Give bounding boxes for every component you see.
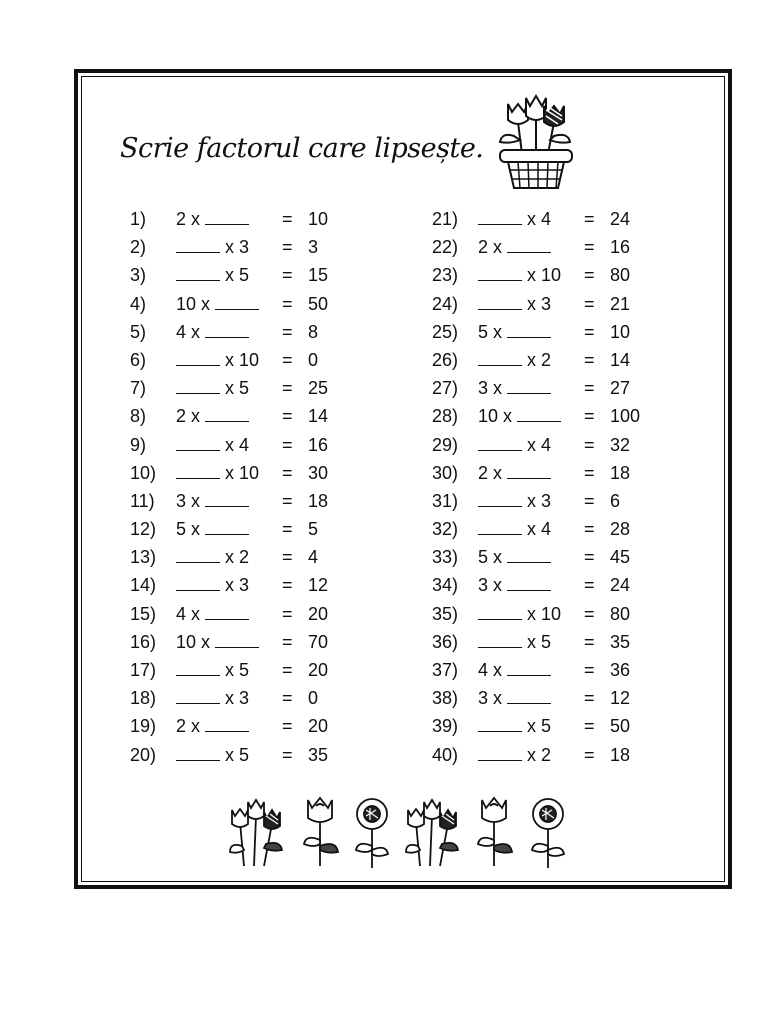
- product-value: 32: [610, 434, 631, 455]
- exercise-expression: [176, 374, 249, 402]
- tulip-bouquet-icon: [230, 800, 282, 866]
- product-value: 21: [610, 293, 631, 314]
- exercise-number: 24): [432, 293, 459, 314]
- equals-sign: =: [584, 265, 595, 286]
- factor-left: 10 x: [176, 293, 211, 314]
- exercise-number: 3): [130, 265, 147, 286]
- equals-sign: =: [584, 293, 595, 314]
- answer-blank[interactable]: [478, 629, 522, 648]
- exercise-number: 1): [130, 209, 147, 229]
- product-value: 30: [308, 462, 329, 483]
- answer-blank[interactable]: [176, 460, 220, 479]
- exercise-expression: [478, 261, 561, 289]
- answer-blank[interactable]: [478, 347, 522, 366]
- equals-sign: =: [282, 575, 293, 596]
- product-value: 35: [308, 744, 329, 765]
- product-value: 18: [610, 744, 631, 765]
- exercise-expression: [478, 233, 551, 261]
- answer-blank[interactable]: [478, 432, 522, 451]
- product-value: 14: [308, 406, 329, 427]
- answer-blank[interactable]: [507, 657, 551, 676]
- equals-sign: =: [584, 660, 595, 680]
- factor-left: 2 x: [176, 716, 201, 737]
- factor-left: 2 x: [176, 209, 201, 229]
- exercise-number: 25): [432, 321, 459, 342]
- answer-blank[interactable]: [215, 629, 259, 648]
- answer-blank[interactable]: [176, 685, 220, 704]
- factor-right: x 3: [225, 575, 250, 596]
- exercise-number: 27): [432, 378, 459, 399]
- answer-blank[interactable]: [507, 375, 551, 394]
- exercise-expression: [176, 515, 249, 543]
- equals-sign: =: [584, 462, 595, 483]
- exercise-row: [130, 261, 370, 289]
- exercise-expression: [478, 571, 551, 599]
- answer-blank[interactable]: [478, 742, 522, 761]
- equals-sign: =: [282, 519, 293, 540]
- product-value: 14: [610, 349, 631, 370]
- factor-right: x 2: [225, 547, 250, 568]
- exercise-number: 34): [432, 575, 459, 596]
- exercise-row: [432, 233, 672, 261]
- exercise-number: 38): [432, 688, 459, 709]
- product-value: 12: [308, 575, 329, 596]
- equals-sign: =: [584, 434, 595, 455]
- factor-right: x 3: [527, 490, 552, 511]
- product-value: 15: [308, 265, 329, 286]
- factor-left: 2 x: [478, 462, 503, 483]
- exercise-expression: [478, 205, 551, 233]
- answer-blank[interactable]: [176, 347, 220, 366]
- exercise-number: 29): [432, 434, 459, 455]
- exercise-expression: [478, 487, 551, 515]
- exercise-expression: [176, 712, 249, 740]
- flower-basket-icon: [488, 92, 584, 192]
- product-value: 6: [610, 490, 621, 511]
- answer-blank[interactable]: [507, 234, 551, 253]
- exercise-row: [432, 290, 672, 318]
- answer-blank[interactable]: [478, 713, 522, 732]
- answer-blank[interactable]: [507, 685, 551, 704]
- product-value: 3: [308, 237, 319, 258]
- exercise-row: [432, 600, 672, 628]
- exercise-number: 4): [130, 293, 147, 314]
- product-value: 0: [308, 688, 319, 709]
- answer-blank[interactable]: [205, 488, 249, 507]
- exercise-number: 10): [130, 462, 157, 483]
- equals-sign: =: [282, 547, 293, 568]
- exercise-row: [130, 346, 370, 374]
- product-value: 8: [308, 321, 319, 342]
- factor-right: x 10: [225, 462, 260, 483]
- answer-blank[interactable]: [507, 460, 551, 479]
- exercise-row: [130, 205, 370, 233]
- left-exercise-column: [130, 205, 370, 769]
- exercise-expression: [478, 290, 551, 318]
- answer-blank[interactable]: [517, 403, 561, 422]
- exercise-number: 35): [432, 603, 459, 624]
- product-value: 0: [308, 349, 319, 370]
- equals-sign: =: [584, 716, 595, 737]
- factor-left: 5 x: [478, 547, 503, 568]
- answer-blank[interactable]: [507, 319, 551, 338]
- product-value: 16: [308, 434, 329, 455]
- equals-sign: =: [282, 688, 293, 709]
- factor-right: x 5: [225, 378, 250, 399]
- product-value: 5: [308, 519, 319, 540]
- exercise-expression: [176, 628, 259, 656]
- product-value: 50: [308, 293, 329, 314]
- exercise-number: 33): [432, 547, 459, 568]
- product-value: 35: [610, 631, 631, 652]
- factor-right: x 3: [225, 237, 250, 258]
- product-value: 27: [610, 378, 631, 399]
- exercise-expression: [176, 487, 249, 515]
- answer-blank[interactable]: [205, 319, 249, 338]
- exercise-row: [432, 205, 672, 233]
- answer-blank[interactable]: [507, 572, 551, 591]
- equals-sign: =: [584, 209, 595, 229]
- equals-sign: =: [282, 631, 293, 652]
- exercise-number: 15): [130, 603, 157, 624]
- answer-blank[interactable]: [205, 403, 249, 422]
- exercise-expression: [176, 741, 249, 769]
- equals-sign: =: [282, 209, 293, 229]
- answer-blank[interactable]: [478, 262, 522, 281]
- equals-sign: =: [584, 406, 595, 427]
- answer-blank[interactable]: [176, 544, 220, 563]
- exercise-expression: [176, 346, 259, 374]
- factor-right: x 5: [527, 631, 552, 652]
- sunflower-icon: [532, 799, 564, 868]
- equals-sign: =: [282, 265, 293, 286]
- equals-sign: =: [584, 490, 595, 511]
- exercise-row: [432, 318, 672, 346]
- exercise-number: 13): [130, 547, 157, 568]
- exercise-row: [432, 628, 672, 656]
- exercise-number: 22): [432, 237, 459, 258]
- factor-left: 2 x: [176, 406, 201, 427]
- exercise-expression: [176, 543, 249, 571]
- answer-blank[interactable]: [176, 234, 220, 253]
- sunflower-icon: [356, 799, 388, 868]
- exercise-expression: [478, 628, 551, 656]
- equals-sign: =: [282, 744, 293, 765]
- exercise-number: 8): [130, 406, 147, 427]
- exercise-number: 23): [432, 265, 459, 286]
- exercise-row: [130, 402, 370, 430]
- exercise-row: [432, 712, 672, 740]
- exercise-row: [130, 233, 370, 261]
- factor-right: x 5: [527, 716, 552, 737]
- product-value: 10: [610, 321, 631, 342]
- exercise-number: 5): [130, 321, 147, 342]
- exercise-row: [432, 374, 672, 402]
- product-value: 50: [610, 716, 631, 737]
- exercise-expression: [176, 318, 249, 346]
- equals-sign: =: [282, 237, 293, 258]
- answer-blank[interactable]: [176, 375, 220, 394]
- factor-right: x 4: [527, 434, 552, 455]
- exercise-row: [432, 346, 672, 374]
- exercise-expression: [478, 712, 551, 740]
- exercise-row: [432, 741, 672, 769]
- exercise-number: 28): [432, 406, 459, 427]
- answer-blank[interactable]: [176, 742, 220, 761]
- exercise-expression: [478, 459, 551, 487]
- exercise-expression: [176, 431, 249, 459]
- exercise-expression: [478, 600, 561, 628]
- exercise-expression: [176, 656, 249, 684]
- equals-sign: =: [584, 321, 595, 342]
- answer-blank[interactable]: [205, 713, 249, 732]
- exercise-row: [130, 290, 370, 318]
- exercise-expression: [176, 290, 259, 318]
- exercise-expression: [176, 600, 249, 628]
- exercise-expression: [478, 656, 551, 684]
- factor-right: x 3: [527, 293, 552, 314]
- product-value: 100: [610, 406, 641, 427]
- factor-right: x 3: [225, 688, 250, 709]
- exercise-expression: [176, 459, 259, 487]
- exercise-row: [130, 543, 370, 571]
- factor-right: x 10: [225, 349, 260, 370]
- equals-sign: =: [282, 716, 293, 737]
- exercise-number: 12): [130, 519, 157, 540]
- product-value: 18: [308, 490, 329, 511]
- answer-blank[interactable]: [215, 291, 259, 310]
- exercise-row: [130, 374, 370, 402]
- exercise-number: 2): [130, 237, 147, 258]
- tulip-icon: [478, 798, 512, 866]
- factor-left: 10 x: [176, 631, 211, 652]
- product-value: 36: [610, 660, 631, 680]
- product-value: 80: [610, 603, 631, 624]
- factor-left: 3 x: [478, 575, 503, 596]
- exercise-number: 17): [130, 660, 157, 680]
- exercise-expression: [176, 684, 249, 712]
- equals-sign: =: [282, 490, 293, 511]
- exercise-number: 7): [130, 378, 147, 399]
- answer-blank[interactable]: [205, 516, 249, 535]
- product-value: 16: [610, 237, 631, 258]
- equals-sign: =: [584, 547, 595, 568]
- exercise-expression: [478, 741, 551, 769]
- product-value: 12: [610, 688, 631, 709]
- exercise-number: 6): [130, 349, 147, 370]
- answer-blank[interactable]: [176, 262, 220, 281]
- exercise-row: [432, 402, 672, 430]
- exercise-expression: [478, 318, 551, 346]
- factor-left: 3 x: [478, 378, 503, 399]
- answer-blank[interactable]: [176, 657, 220, 676]
- exercise-number: 18): [130, 688, 157, 709]
- equals-sign: =: [584, 349, 595, 370]
- equals-sign: =: [584, 744, 595, 765]
- equals-sign: =: [282, 349, 293, 370]
- exercise-expression: [176, 571, 249, 599]
- product-value: 45: [610, 547, 631, 568]
- exercise-expression: [478, 684, 551, 712]
- tulip-bouquet-icon: [406, 800, 458, 866]
- flower-border: [226, 792, 572, 870]
- factor-left: 3 x: [176, 490, 201, 511]
- exercise-row: [130, 600, 370, 628]
- exercise-expression: [478, 346, 551, 374]
- product-value: 28: [610, 519, 631, 540]
- product-value: 20: [308, 716, 329, 737]
- right-exercise-column: [432, 205, 672, 769]
- equals-sign: =: [584, 519, 595, 540]
- product-value: 80: [610, 265, 631, 286]
- equals-sign: =: [282, 378, 293, 399]
- exercise-number: 31): [432, 490, 459, 511]
- product-value: 18: [610, 462, 631, 483]
- factor-right: x 4: [225, 434, 250, 455]
- worksheet-title: Scrie factorul care lipsește.: [120, 133, 484, 164]
- factor-left: 4 x: [176, 321, 201, 342]
- exercise-row: [432, 261, 672, 289]
- equals-sign: =: [584, 631, 595, 652]
- answer-blank[interactable]: [478, 206, 522, 225]
- factor-right: x 2: [527, 349, 552, 370]
- factor-left: 4 x: [176, 603, 201, 624]
- product-value: 24: [610, 209, 631, 229]
- exercise-row: [130, 515, 370, 543]
- exercise-row: [130, 487, 370, 515]
- factor-left: 10 x: [478, 406, 513, 427]
- exercise-expression: [478, 543, 551, 571]
- equals-sign: =: [584, 603, 595, 624]
- product-value: 20: [308, 603, 329, 624]
- exercise-row: [130, 684, 370, 712]
- exercise-row: [432, 515, 672, 543]
- equals-sign: =: [282, 293, 293, 314]
- product-value: 20: [308, 660, 329, 680]
- exercise-number: 30): [432, 462, 459, 483]
- exercise-number: 20): [130, 744, 157, 765]
- exercise-row: [130, 571, 370, 599]
- product-value: 25: [308, 378, 329, 399]
- exercise-number: 19): [130, 716, 157, 737]
- exercise-row: [432, 571, 672, 599]
- tulip-icon: [304, 798, 338, 866]
- exercise-row: [130, 712, 370, 740]
- product-value: 70: [308, 631, 329, 652]
- exercise-expression: [176, 261, 249, 289]
- exercise-row: [130, 459, 370, 487]
- exercise-row: [432, 656, 672, 684]
- answer-blank[interactable]: [478, 488, 522, 507]
- answer-blank[interactable]: [478, 601, 522, 620]
- exercise-number: 21): [432, 209, 459, 229]
- exercise-number: 37): [432, 660, 459, 680]
- exercise-row: [130, 656, 370, 684]
- exercise-expression: [176, 402, 249, 430]
- answer-blank[interactable]: [507, 544, 551, 563]
- equals-sign: =: [282, 660, 293, 680]
- exercise-row: [432, 543, 672, 571]
- exercise-number: 9): [130, 434, 147, 455]
- exercise-row: [432, 459, 672, 487]
- exercise-number: 26): [432, 349, 459, 370]
- answer-blank[interactable]: [478, 516, 522, 535]
- exercise-expression: [478, 515, 551, 543]
- product-value: 24: [610, 575, 631, 596]
- equals-sign: =: [282, 462, 293, 483]
- exercise-number: 32): [432, 519, 459, 540]
- exercise-number: 39): [432, 716, 459, 737]
- product-value: 10: [308, 209, 329, 229]
- exercise-expression: [478, 402, 561, 430]
- exercise-number: 11): [130, 490, 155, 511]
- answer-blank[interactable]: [205, 601, 249, 620]
- exercise-number: 16): [130, 631, 157, 652]
- equals-sign: =: [584, 237, 595, 258]
- equals-sign: =: [282, 434, 293, 455]
- equals-sign: =: [282, 406, 293, 427]
- equals-sign: =: [282, 321, 293, 342]
- factor-right: x 2: [527, 744, 552, 765]
- factor-left: 3 x: [478, 688, 503, 709]
- factor-right: x 10: [527, 265, 562, 286]
- equals-sign: =: [584, 378, 595, 399]
- equals-sign: =: [584, 575, 595, 596]
- exercise-number: 36): [432, 631, 459, 652]
- product-value: 4: [308, 547, 319, 568]
- equals-sign: =: [282, 603, 293, 624]
- exercise-expression: [176, 233, 249, 261]
- exercise-row: [130, 741, 370, 769]
- factor-left: 2 x: [478, 237, 503, 258]
- exercise-row: [130, 628, 370, 656]
- exercise-expression: [478, 374, 551, 402]
- answer-blank[interactable]: [176, 432, 220, 451]
- factor-left: 5 x: [176, 519, 201, 540]
- factor-right: x 5: [225, 660, 250, 680]
- factor-right: x 5: [225, 265, 250, 286]
- factor-left: 5 x: [478, 321, 503, 342]
- answer-blank[interactable]: [205, 206, 249, 225]
- exercise-row: [432, 487, 672, 515]
- equals-sign: =: [584, 688, 595, 709]
- exercise-expression: [176, 205, 249, 233]
- exercise-number: 14): [130, 575, 157, 596]
- exercise-row: [432, 431, 672, 459]
- factor-left: 4 x: [478, 660, 503, 680]
- factor-right: x 5: [225, 744, 250, 765]
- answer-blank[interactable]: [176, 572, 220, 591]
- exercise-number: 40): [432, 744, 459, 765]
- answer-blank[interactable]: [478, 291, 522, 310]
- factor-right: x 10: [527, 603, 562, 624]
- exercise-row: [130, 318, 370, 346]
- exercise-row: [432, 684, 672, 712]
- factor-right: x 4: [527, 209, 552, 229]
- exercise-row: [130, 431, 370, 459]
- factor-right: x 4: [527, 519, 552, 540]
- exercise-expression: [478, 431, 551, 459]
